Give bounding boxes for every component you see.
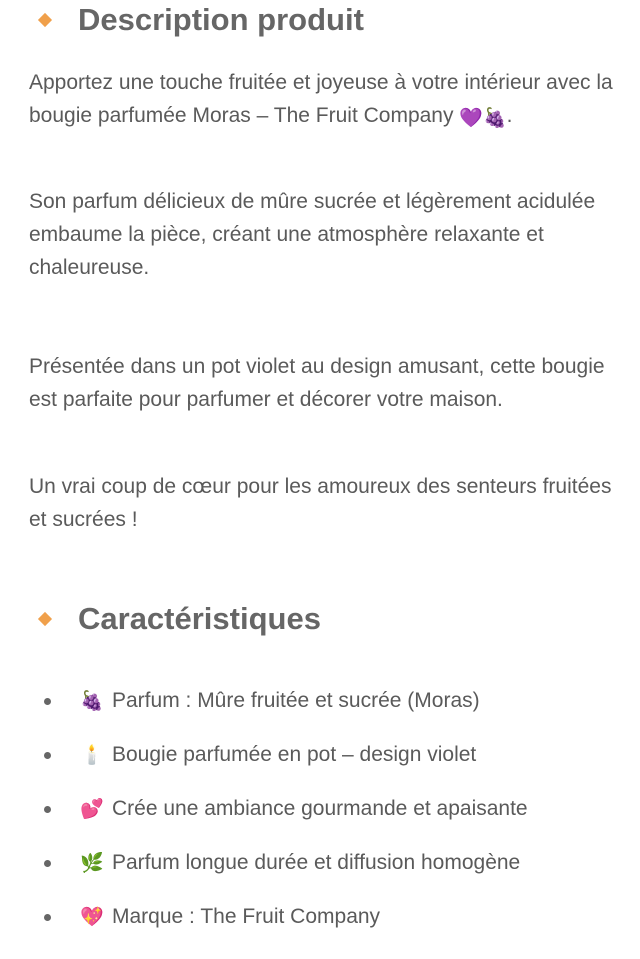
grapes-icon: 🍇 bbox=[80, 691, 104, 712]
list-item bbox=[44, 743, 476, 767]
list-item-text: Bougie parfumée en pot – design violet bbox=[112, 743, 477, 766]
description-heading bbox=[40, 2, 364, 38]
list-item-text: Parfum longue durée et diffusion homogène bbox=[112, 851, 521, 874]
list-item bbox=[44, 905, 380, 929]
diamond-bullet-icon bbox=[38, 612, 52, 626]
paragraph-1-suffix: . bbox=[506, 104, 513, 127]
list-item-text: Marque : The Fruit Company bbox=[112, 905, 381, 928]
paragraph-4-text: Un vrai coup de cœur pour les amoureux des senteurs fruitées et sucrées ! bbox=[29, 475, 612, 531]
candle-icon: 🕯️ bbox=[80, 745, 104, 766]
bullet-dot-icon bbox=[44, 914, 51, 921]
characteristics-heading-text: Caractéristiques bbox=[78, 601, 321, 636]
paragraph-3-text: Présentée dans un pot violet au design amusant, cette bougie est parfaite pour parfumer et décorer votre maison. bbox=[29, 355, 605, 411]
list-item-text: Parfum : Mûre fruitée et sucrée (Moras) bbox=[112, 689, 480, 712]
paragraph-1-text: Apportez une touche fruitée et joyeuse à votre intérieur avec la bougie parfumée Moras – The Fruit Company bbox=[29, 71, 613, 127]
paragraph-2-text: Son parfum délicieux de mûre sucrée et légèrement acidulée embaume la pièce, créant une atmosphère relaxante et chaleureuse. bbox=[29, 190, 596, 279]
list-item bbox=[44, 851, 520, 875]
two-hearts-icon: 💕 bbox=[80, 799, 104, 820]
diamond-bullet-icon bbox=[38, 13, 52, 27]
purple-heart-grapes-icon: 💜🍇 bbox=[459, 108, 507, 129]
description-paragraph-4 bbox=[29, 470, 629, 536]
list-item bbox=[44, 797, 528, 821]
description-paragraph-1 bbox=[29, 66, 629, 132]
description-paragraph-2 bbox=[29, 185, 629, 284]
bullet-dot-icon bbox=[44, 860, 51, 867]
description-heading-text: Description produit bbox=[78, 2, 364, 37]
list-item bbox=[44, 689, 480, 713]
bullet-dot-icon bbox=[44, 806, 51, 813]
herb-leaf-icon: 🌿 bbox=[80, 853, 104, 874]
list-item-text: Crée une ambiance gourmande et apaisante bbox=[112, 797, 528, 820]
bullet-dot-icon bbox=[44, 752, 51, 759]
characteristics-heading bbox=[40, 601, 321, 637]
sparkling-heart-icon: 💖 bbox=[80, 907, 104, 928]
description-paragraph-3 bbox=[29, 350, 629, 416]
bullet-dot-icon bbox=[44, 698, 51, 705]
